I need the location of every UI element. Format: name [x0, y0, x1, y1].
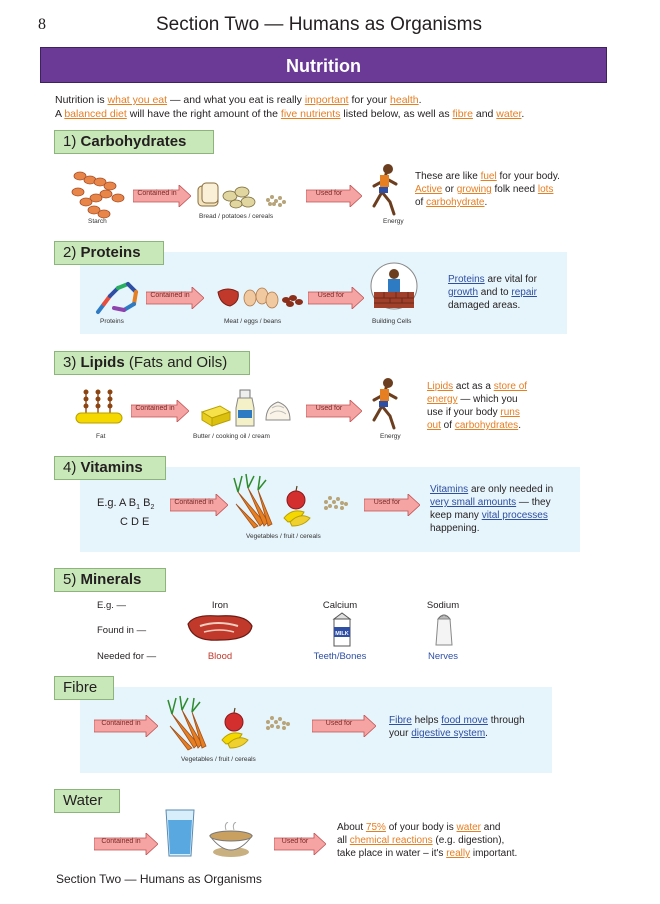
fibre-description: Fibre helps food move through your digestive system.: [389, 715, 525, 739]
water-contained-arrow: Contained in: [94, 833, 158, 855]
proteins-contained-arrow: Contained in: [146, 287, 204, 309]
milk-carton-icon: [330, 611, 354, 647]
carbohydrates-result-label: Energy: [383, 218, 404, 225]
vitamins-header: 4) Vitamins: [54, 456, 166, 480]
mineral-name-iron: Iron: [211, 600, 229, 611]
steak-icon: [184, 612, 256, 644]
proteins-description: Proteins are vital for growth and to repair damaged areas.: [448, 274, 537, 311]
carbohydrates-food-label: Bread / potatoes / cereals: [199, 213, 274, 220]
mineral-use-nerves: Nerves: [427, 651, 459, 662]
fibre-food-label: Vegetables / fruit / cereals: [181, 756, 256, 763]
vitamins-food-label: Vegetables / fruit / cereals: [246, 533, 321, 540]
footer-section-label: Section Two — Humans as Organisms: [56, 872, 262, 886]
mineral-use-blood: Blood: [207, 651, 233, 662]
fibre-used-arrow: Used for: [312, 715, 376, 737]
butter-oil-cream-icon: [200, 386, 292, 430]
proteins-header: 2) Proteins: [54, 241, 164, 265]
water-description: About 75% of your body is water and all chemical reactions (e.g. digestion), take place in water – it's really important.: [337, 822, 518, 859]
proteins-start-label: Proteins: [100, 318, 124, 325]
carbohydrates-header: 1) Carbohydrates: [54, 130, 214, 154]
vitamin-examples: E.g. A $B_1$ $B_2$ C D E: [97, 497, 155, 529]
starch-chain-icon: [70, 168, 132, 220]
vitamins-description: Vitamins are only needed in very small amounts — they keep many vital processes happening.: [430, 484, 554, 534]
runner-icon: [368, 162, 404, 218]
vitamins-used-arrow: Used for: [364, 494, 420, 516]
vegetables-fruit-cereals-icon: [164, 694, 296, 752]
mineral-use-teeth-bones: Teeth/Bones: [313, 651, 367, 662]
topic-title-bar: [40, 47, 607, 83]
page-number: 8: [38, 16, 46, 33]
section-title: Section Two — Humans as Organisms: [156, 14, 482, 35]
water-glass-icon: [164, 808, 196, 858]
milk-label: MILK: [335, 631, 349, 637]
carbohydrates-description: These are like fuel for your body. Active or growing folk need lots of carbohydrate.: [415, 171, 560, 208]
meat-eggs-beans-icon: [216, 284, 304, 310]
minerals-eg-label: E.g. —: [97, 600, 127, 611]
lipids-used-arrow: Used for: [306, 400, 362, 422]
proteins-used-arrow: Used for: [308, 287, 364, 309]
lipids-result-label: Energy: [380, 433, 401, 440]
fibre-contained-arrow: Contained in: [94, 715, 158, 737]
carbohydrates-contained-arrow: Contained in: [133, 185, 191, 207]
lipids-start-label: Fat: [96, 433, 106, 440]
salt-shaker-icon: [434, 611, 454, 647]
lipids-food-label: Butter / cooking oil / cream: [193, 433, 270, 440]
vegetables-fruit-cereals-icon: [230, 472, 362, 530]
topic-title: Nutrition: [286, 56, 361, 76]
lipids-description: Lipids act as a store of energy — which you use if your body runs out of carbohydrates.: [427, 381, 528, 431]
minerals-header: 5) Minerals: [54, 568, 166, 592]
water-header: Water: [54, 789, 120, 813]
carbohydrates-used-arrow: Used for: [306, 185, 362, 207]
lipids-header: 3) Lipids (Fats and Oils): [54, 351, 250, 375]
protein-chain-icon: [92, 278, 140, 318]
building-cells-icon: [368, 262, 420, 314]
minerals-needed-label: Needed for —: [97, 651, 157, 662]
proteins-result-label: Building Cells: [372, 318, 412, 325]
mineral-name-calcium: Calcium: [322, 600, 358, 611]
mineral-name-sodium: Sodium: [426, 600, 460, 611]
carbohydrates-start-label: Starch: [88, 218, 107, 225]
soup-bowl-icon: [206, 822, 256, 860]
water-used-arrow: Used for: [274, 833, 326, 855]
vitamins-contained-arrow: Contained in: [170, 494, 228, 516]
lipids-contained-arrow: Contained in: [131, 400, 189, 422]
intro-text: Nutrition is what you eat — and what you eat is really important for your health. A balanced diet will have the right amount of the five nutrients listed below, as well as fibre and water.: [55, 94, 525, 120]
minerals-found-label: Found in —: [97, 625, 147, 636]
fibre-header: Fibre: [54, 676, 114, 700]
runner-icon: [368, 376, 404, 432]
bread-potatoes-cereals-icon: [196, 180, 296, 212]
proteins-food-label: Meat / eggs / beans: [224, 318, 282, 325]
fat-molecule-icon: [74, 384, 124, 430]
